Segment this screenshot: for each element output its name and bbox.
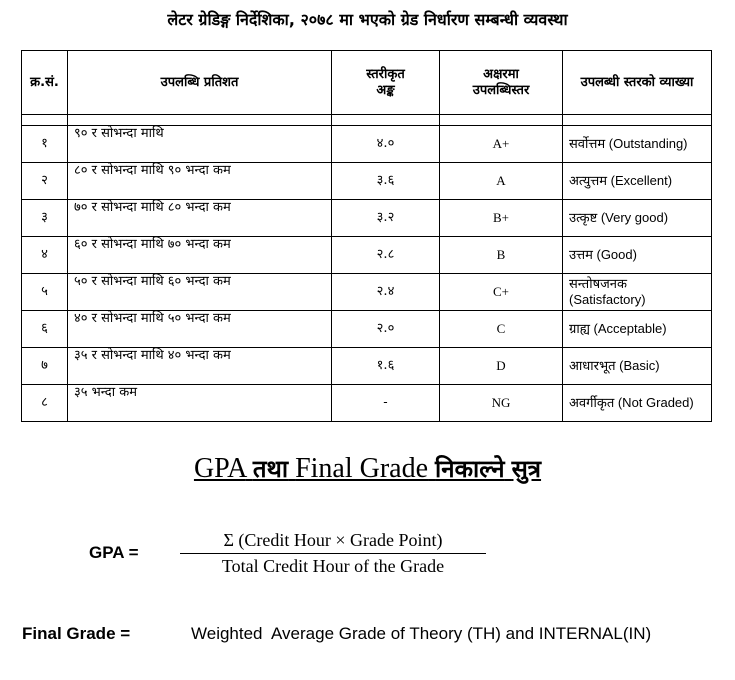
cell-letter-grade: D (440, 348, 563, 385)
cell-letter-grade: A (440, 163, 563, 200)
cell-description: आधारभूत (Basic) (563, 348, 712, 385)
spacer-cell (440, 115, 563, 126)
header-letter-line2: उपलब्धिस्तर (472, 82, 530, 98)
cell-description: सन्तोषजनक (Satisfactory) (563, 274, 712, 311)
table-spacer-row (22, 115, 712, 126)
header-grade-point-line2: अङ्क (376, 82, 395, 98)
table-row (22, 163, 712, 200)
cell-description: उत्कृष्ट (Very good) (563, 200, 712, 237)
gpa-denominator: Total Credit Hour of the Grade (221, 556, 445, 576)
cell-range: ४० र सोभन्दा माथि ५० भन्दा कम (68, 311, 332, 348)
header-grade-point (332, 51, 440, 115)
heading-final-grade: Final Grade (295, 453, 429, 484)
cell-letter-grade: C (440, 311, 563, 348)
cell-sn: ८ (22, 385, 68, 422)
table-row (22, 274, 712, 311)
gpa-numerator: Σ (Credit Hour × Grade Point) (180, 530, 486, 554)
gpa-formula-label: GPA = (89, 543, 139, 562)
heading-tatha: तथा (252, 455, 289, 483)
cell-letter-grade: B (440, 237, 563, 274)
cell-sn: ६ (22, 311, 68, 348)
cell-description: उत्तम (Good) (563, 237, 712, 274)
header-grade-point-line1: स्तरीकृत (366, 66, 405, 82)
cell-sn: ४ (22, 237, 68, 274)
cell-grade-point: ३.६ (332, 163, 440, 200)
grading-table (21, 50, 712, 422)
cell-grade-point: २.४ (332, 274, 440, 311)
table-row (22, 126, 712, 163)
final-grade-label: Final Grade = (22, 624, 131, 643)
table-row (22, 200, 712, 237)
spacer-cell (68, 115, 332, 126)
header-letter-grade (440, 51, 563, 115)
cell-range: ८० र सोभन्दा माथि ९० भन्दा कम (68, 163, 332, 200)
document-title: लेटर ग्रेडिङ्ग निर्देशिका, २०७८ मा भएको ग्रेड निर्धारण सम्बन्धी व्यवस्था (167, 10, 568, 29)
table-row (22, 311, 712, 348)
cell-sn: ३ (22, 200, 68, 237)
cell-grade-point: २.० (332, 311, 440, 348)
cell-range: ९० र सोभन्दा माथि (68, 126, 332, 163)
cell-description: अवर्गीकृत (Not Graded) (563, 385, 712, 422)
heading-nikalne: निकाल्ने (435, 455, 505, 483)
cell-range: ३५ र सोभन्दा माथि ४० भन्दा कम (68, 348, 332, 385)
cell-sn: ५ (22, 274, 68, 311)
cell-description: ग्राह्य (Acceptable) (563, 311, 712, 348)
cell-range: ६० र सोभन्दा माथि ७० भन्दा कम (68, 237, 332, 274)
spacer-cell (22, 115, 68, 126)
cell-letter-grade: NG (440, 385, 563, 422)
table-row (22, 385, 712, 422)
cell-description: अत्युत्तम (Excellent) (563, 163, 712, 200)
header-letter-line1: अक्षरमा (483, 66, 519, 82)
final-grade-formula-text: Weighted Average Grade of Theory (TH) and INTERNAL(IN) (191, 624, 652, 643)
cell-sn: ७ (22, 348, 68, 385)
cell-letter-grade: B+ (440, 200, 563, 237)
cell-grade-point: ४.० (332, 126, 440, 163)
cell-grade-point: १.६ (332, 348, 440, 385)
table-row (22, 237, 712, 274)
table-row (22, 348, 712, 385)
cell-grade-point: ३.२ (332, 200, 440, 237)
header-sn: क्र.सं. (22, 51, 68, 115)
formula-heading (0, 452, 735, 485)
cell-sn: २ (22, 163, 68, 200)
cell-letter-grade: A+ (440, 126, 563, 163)
spacer-cell (563, 115, 712, 126)
cell-description: सर्वोत्तम (Outstanding) (563, 126, 712, 163)
cell-range: ३५ भन्दा कम (68, 385, 332, 422)
heading-gpa: GPA (193, 453, 246, 484)
heading-sutra: सुत्र (511, 455, 542, 483)
table-header-row (22, 51, 712, 115)
cell-range: ७० र सोभन्दा माथि ८० भन्दा कम (68, 200, 332, 237)
cell-sn: १ (22, 126, 68, 163)
gpa-fraction (180, 530, 486, 577)
cell-range: ५० र सोभन्दा माथि ६० भन्दा कम (68, 274, 332, 311)
header-description: उपलब्धी स्तरको व्याख्या (563, 51, 712, 115)
header-range: उपलब्धि प्रतिशत (68, 51, 332, 115)
cell-grade-point: - (332, 385, 440, 422)
cell-letter-grade: C+ (440, 274, 563, 311)
spacer-cell (332, 115, 440, 126)
cell-grade-point: २.८ (332, 237, 440, 274)
